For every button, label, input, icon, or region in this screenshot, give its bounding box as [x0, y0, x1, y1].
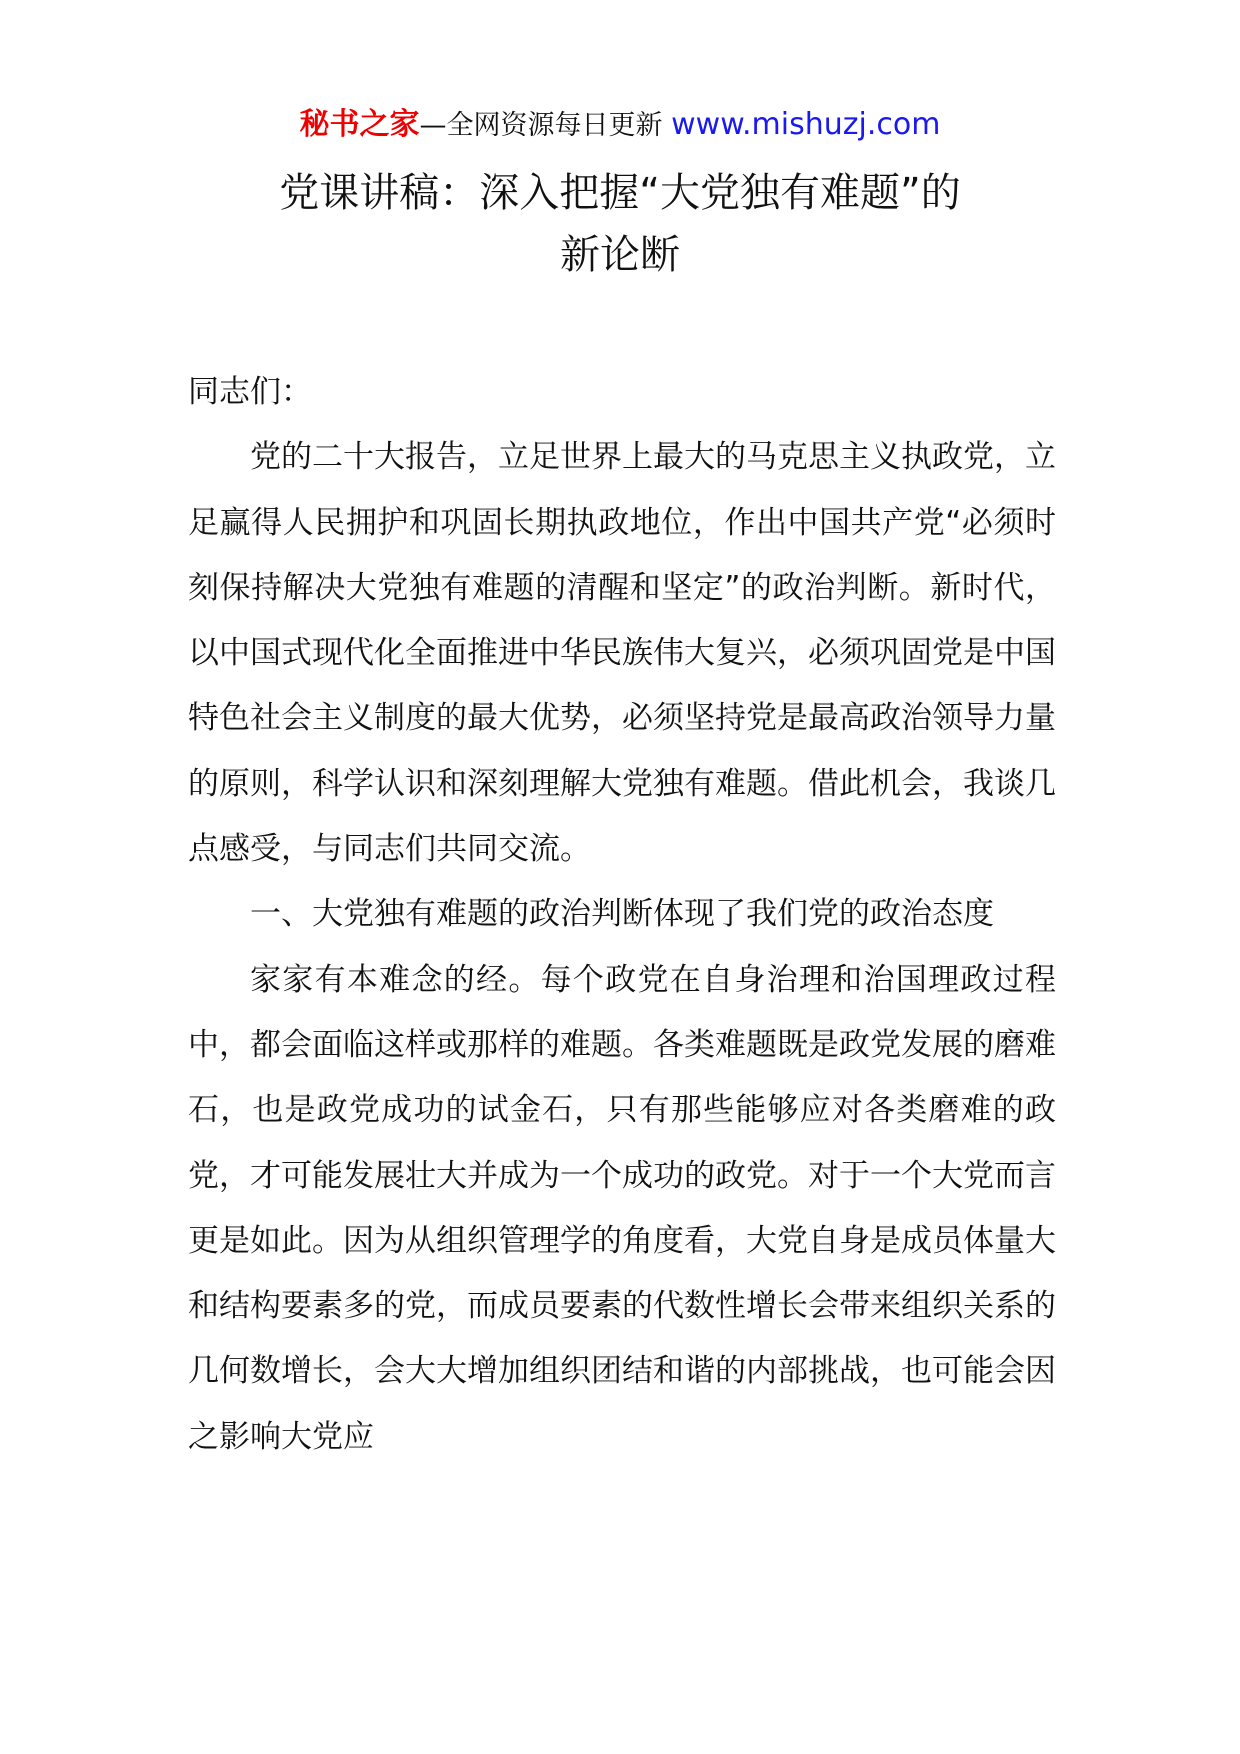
document-title: [180, 162, 1060, 286]
title-line-2: 新论断: [560, 232, 680, 278]
section-heading-1: 一、大党独有难题的政治判断体现了我们党的政治态度: [250, 896, 994, 933]
paragraph-section-1: 家家有本难念的经。每个政党在自身治理和治国理政过程中，都会面临这样或那样的难题。各类难题既是政党发展的磨难石，也是政党成功的试金石，只有那些能够应对各类磨难的政党，才可能发展壮大并成为一个成功的政党。对于一个大党而言更是如此。因为从组织管理学的角度看，大党自身是成员体量大和结构要素多的党，而成员要素的代数性增长会带来组织关系的几何数增长，会大大增加组织团结和谐的内部挑战，也可能会因之影响大党应: [188, 961, 1056, 1455]
brand-name: 秘书之家: [299, 107, 420, 142]
salutation: 同志们：: [188, 374, 312, 410]
site-url-link[interactable]: www.mishuzj.com: [671, 107, 941, 142]
title-line-1: 党课讲稿：深入把握“大党独有难题”的: [279, 170, 961, 216]
header-tagline: —全网资源每日更新: [419, 110, 672, 141]
site-header: [0, 100, 1240, 151]
document-body: [188, 360, 1056, 1470]
paragraph-intro: 党的二十大报告，立足世界上最大的马克思主义执政党，立足赢得人民拥护和巩固长期执政地位，作出中国共产党“必须时刻保持解决大党独有难题的清醒和坚定”的政治判断。新时代，以中国式现代化全面推进中华民族伟大复兴，必须巩固党是中国特色社会主义制度的最大优势，必须坚持党是最高政治领导力量的原则，科学认识和深刻理解大党独有难题。借此机会，我谈几点感受，与同志们共同交流。: [188, 439, 1056, 868]
